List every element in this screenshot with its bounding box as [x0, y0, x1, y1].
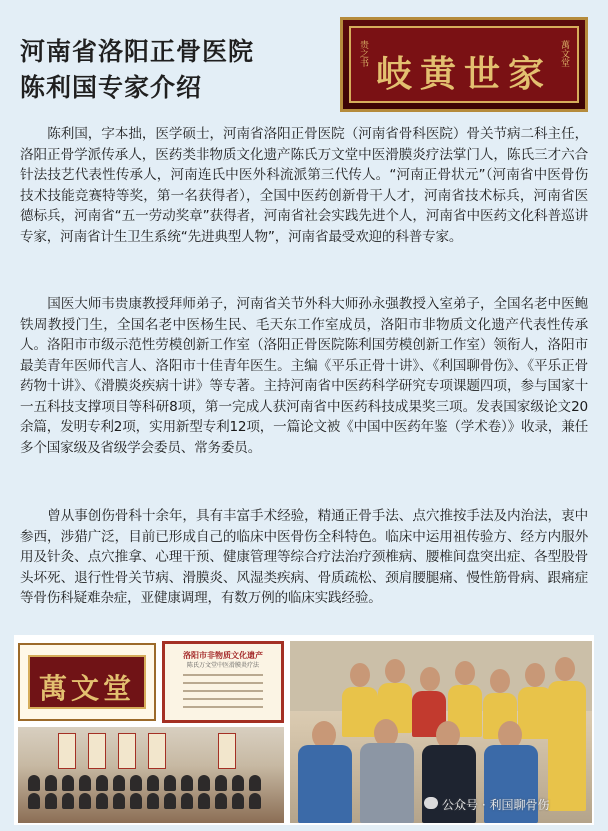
certificate-subtitle: 陈氏万文堂中医滑膜炎疗法: [186, 662, 259, 669]
heritage-certificate-photo: [162, 641, 284, 723]
plaque-side-left: 贵之书: [358, 40, 368, 67]
certificate-title: 洛阳市非物质文化遗产: [183, 651, 263, 660]
wanwentang-board-text: 萬文堂: [38, 672, 135, 705]
title-line-2: 陈利国专家介绍: [20, 73, 203, 102]
group-hall-photo: [18, 727, 284, 823]
lineage-paragraph: 国医大师韦贵康教授拜师弟子，河南省关节外科大师孙永强教授入室弟子，全国名老中医鲍铁周教授门生，全国名老中医杨生民、毛天东工作室成员，洛阳市非物质文化遗产代表性传承人。洛阳市市级示范性劳模创新工作室（洛阳正骨医院陈利国劳模创新工作室）领衔人，洛阳市最美青年医师代言人、洛阳市十佳青年医生。主编《平乐正骨十讲》、《利国聊骨伤》、《平乐正骨药物十讲》、《滑膜炎疾病十讲》等专著。主持河南省中医药科学研究专项课题四项，参与国家十一五科技支撑项目等科研8项，第一完成人获河南省中医药科技成果奖三项。发表国家级论文20余篇，发明专利2项，实用新型专利12项，一篇论文被《中国中医药年鉴（学术卷）》收录，兼任多个国家级及省级学会委员、常务委员。: [20, 296, 588, 456]
plaque-board: [349, 26, 579, 103]
page-title: [20, 34, 254, 106]
intro-paragraph: 陈利国，字本拙，医学硕士，河南省洛阳正骨医院（河南省骨科医院）骨关节病二科主任，洛阳正骨学派传承人，医药类非物质文化遗产陈氏万文堂中医滑膜炎疗法掌门人，陈氏三才六合针法技艺代表性传承人，河南连氏中医外科流派第三代传人。“河南正骨状元”（河南省中医骨伤技术技能竞赛特等奖，第一名获得者），全国中医药创新骨干人才，河南省技术标兵，河南省医德标兵，河南省“五一劳动奖章”获得者，河南省社会实践先进个人，河南省中医药文化科普巡讲专家，河南省计生卫生系统“先进典型人物”，河南省最受欢迎的科普专家。: [20, 126, 588, 245]
title-line-1: 河南省洛阳正骨医院: [20, 37, 255, 66]
clinical-paragraph: 曾从事创伤骨科十余年，具有丰富手术经验，精通正骨手法、点穴推按手法及内治法，衷中参西，涉猎广泛，目前已形成自己的临床中医骨伤全科特色。临床中运用祖传验方、经方内服外用及针灸、点穴推拿、心理干预、健康管理等综合疗法治疗颈椎病、腰椎间盘突出症、各型股骨头坏死、退行性骨关节病、滑膜炎、风湿类疾病、骨质疏松、颈肩腰腿痛、慢性筋骨病、跟痛症等骨伤科疑难杂症，亚健康调理，有数万例的临床实践经验。: [20, 508, 588, 606]
plaque-side-right: 萬文堂: [559, 40, 569, 67]
plaque-main-text: 岐黄世家: [375, 53, 552, 95]
wanwentang-board: [28, 655, 146, 709]
watermark-text: 公众号 · 利国聊骨伤: [442, 798, 550, 812]
wechat-icon: [424, 797, 438, 809]
header-plaque-image: [340, 17, 588, 112]
wanwentang-board-photo: [18, 643, 156, 721]
certificate-lines: [183, 674, 263, 714]
